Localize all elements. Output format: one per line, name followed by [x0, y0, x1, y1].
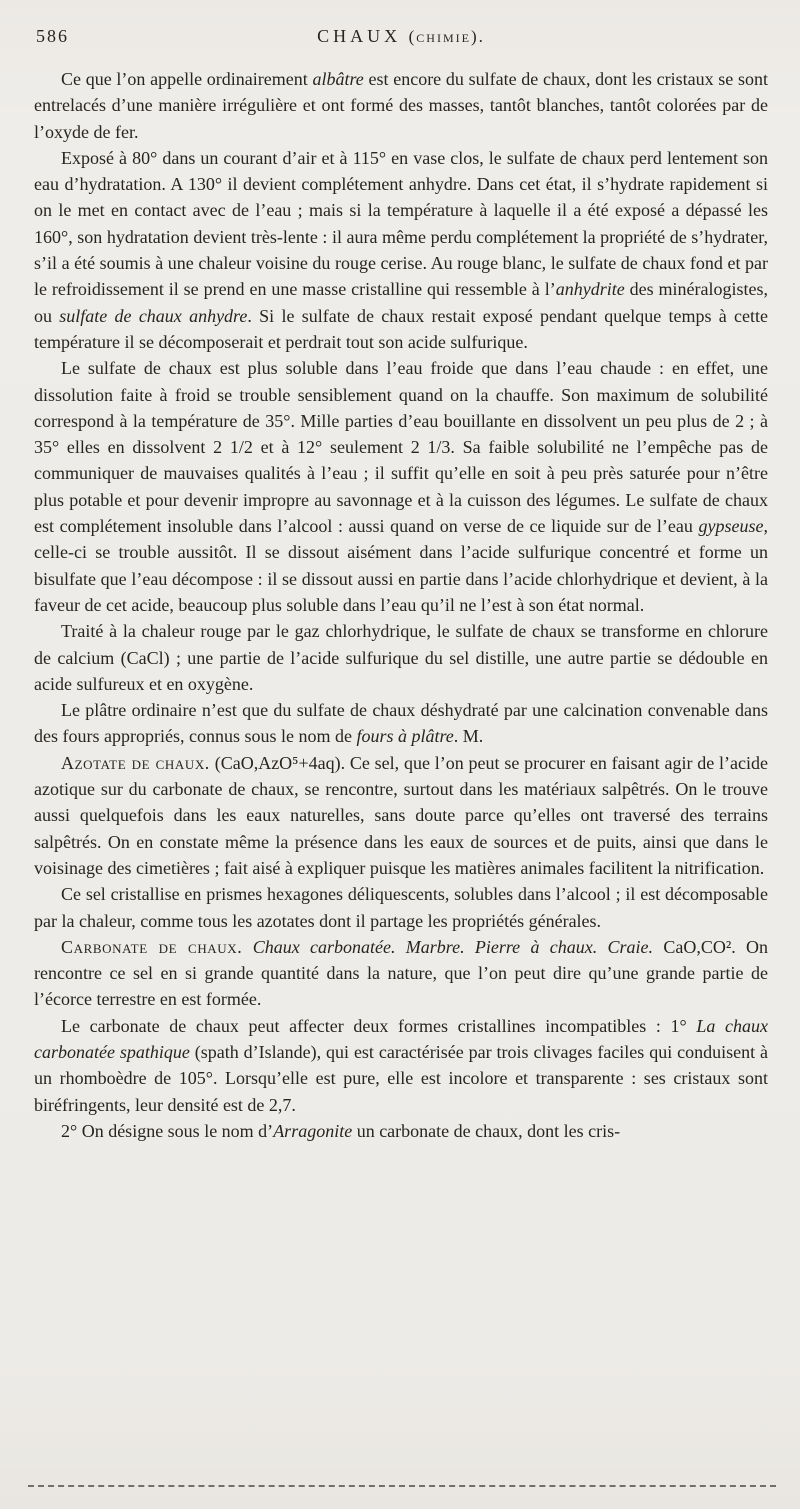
bottom-dotted-rule	[28, 1485, 776, 1487]
body-text	[242, 937, 252, 957]
smallcaps-text: Azotate de chaux.	[61, 752, 210, 773]
paragraph	[34, 1118, 768, 1144]
body-text: CaO,CO². On rencontre ce sel en si grande quantité dans la nature, que l’on peut dire qu’une grande partie de l’écorce terrestre en est formée.	[34, 936, 769, 1010]
italic-text: fours à plâtre	[356, 726, 454, 747]
body-text: , celle-ci se trouble aussitôt. Il se dissout aisément dans l’acide sulfurique concentré et forme un bisulfate que l’eau décompose : il se dissout aussi en partie dans l’acide chlorhydrique et devient, à la faveur de cet acide, beaucoup plus soluble dans l’eau qu’il ne l’est à son état normal.	[34, 516, 768, 615]
body-text: . Si le sulfate de chaux restait exposé pendant quelque temps à cette température il se décomposerait et perdrait tout son acide sulfurique.	[34, 305, 769, 352]
body-text: Traité à la chaleur rouge par le gaz chlorhydrique, le sulfate de chaux se transforme en chlorure de calcium (CaCl) ; une partie de l’acide sulfurique du sel distille, une autre partie se dédouble en acide sulfureux et en oxygène.	[34, 621, 768, 694]
body-text: des minéralogistes, ou	[34, 279, 768, 326]
body-text: Exposé à 80° dans un courant d’air et à 115° en vase clos, le sulfate de chaux perd lentement son eau d’hydratation. A 130° il devient complétement anhydre. Dans cet état, il s’hydrate rapidement si on le met en contact avec de l’eau ; mais si la température à laquelle il a été exposé a dépassé les 160°, son hydratation devient très-lente : il aura même perdu complétement la propriété de s’hydrater, s’il a été soumis à une chaleur voisine du rouge cerise. Au rouge blanc, le sulfate de chaux fond et par le refroidissement il se prend en une masse cristalline qui ressemble à l’	[34, 147, 768, 300]
paragraph	[34, 934, 768, 1013]
page-number: 586	[36, 26, 69, 46]
italic-text: La chaux carbonatée spathique	[34, 1015, 768, 1062]
paragraph	[34, 697, 768, 750]
italic-text: gypseuse	[698, 516, 764, 537]
text-body	[34, 66, 768, 1144]
body-text: 2° On désigne sous le nom d’	[61, 1120, 274, 1141]
italic-text: sulfate de chaux anhydre	[59, 305, 248, 326]
italic-text: anhydrite	[555, 279, 625, 300]
italic-text: Chaux carbonatée. Marbre. Pierre à chaux. Craie.	[252, 936, 654, 957]
body-text: Le carbonate de chaux peut affecter deux formes cristallines incompatibles : 1°	[61, 1015, 697, 1036]
body-text: Ce que l’on appelle ordinairement	[61, 69, 313, 89]
running-title-main: CHAUX	[317, 26, 402, 46]
page-header	[34, 24, 768, 60]
paragraph	[34, 881, 768, 934]
body-text: (CaO,AzO⁵+4aq). Ce sel, que l’on peut se procurer en faisant agir de l’acide azotique sur du carbonate de chaux, se rencontre, surtout dans les matériaux salpêtrés. On le trouve aussi quelquefois dans les eaux naturelles, sans doute parce qu’elles ont traversé des terrains salpêtrés. On en constate même la présence dans les eaux de sources et de puits, ainsi que dans le voisinage des cimetières ; fait aisé à expliquer puisque les matières animales facilitent la nitrification.	[34, 752, 768, 878]
italic-text: Arragonite	[273, 1120, 353, 1141]
paragraph	[34, 145, 768, 355]
body-text: un carbonate de chaux, dont les cris-	[352, 1120, 621, 1141]
paragraph	[34, 355, 768, 618]
running-title	[34, 26, 768, 47]
body-text: Le sulfate de chaux est plus soluble dans l’eau froide que dans l’eau chaude : en effet, une dissolution faite à froid se trouble sensiblement quand on la chauffe. Son maximum de solubilité correspond à la température de 35°. Mille parties d’eau bouillante en dissolvent un peu plus de 2 ; à 35° elles en dissolvent 2 1/2 et à 12° seulement 2 1/3. Sa faible solubilité ne l’empêche pas de communiquer de mauvaises qualités à l’eau ; il suffit qu’elle en soit à peu près saturée pour n’être plus potable et pour devenir impropre au savonnage et à la cuisson des légumes. Le sulfate de chaux est complétement insoluble dans l’alcool : aussi quand on verse de ce liquide sur de l’eau	[34, 358, 768, 537]
body-text: est encore du sulfate de chaux, dont les cristaux se sont entrelacés d’une manière irrégulière et ont formé des masses, tantôt blanches, tantôt colorées par de l’oxyde de fer.	[34, 69, 768, 142]
paragraph	[34, 750, 768, 881]
running-title-subtitle: (chimie).	[408, 27, 485, 46]
paragraph	[34, 1013, 768, 1118]
paragraph	[34, 66, 768, 145]
body-text: Ce sel cristallise en prismes hexagones déliquescents, solubles dans l’alcool ; il est décomposable par la chaleur, comme tous les azotates dont il partage les propriétés générales.	[34, 884, 768, 931]
paragraph	[34, 618, 768, 697]
body-text: . M.	[453, 726, 484, 747]
smallcaps-text: Carbonate de chaux.	[61, 936, 243, 957]
body-text: (spath d’Islande), qui est caractérisée par trois clivages faciles qui conduisent à un rhomboèdre de 105°. Lorsqu’elle est pure, elle est incolore et transparente : ses cristaux sont biréfringents, leur densité est de 2,7.	[34, 1041, 768, 1115]
italic-text: albâtre	[312, 69, 364, 89]
body-text: Le plâtre ordinaire n’est que du sulfate de chaux déshydraté par une calcination convenable dans des fours appropriés, connus sous le nom de	[34, 700, 768, 747]
